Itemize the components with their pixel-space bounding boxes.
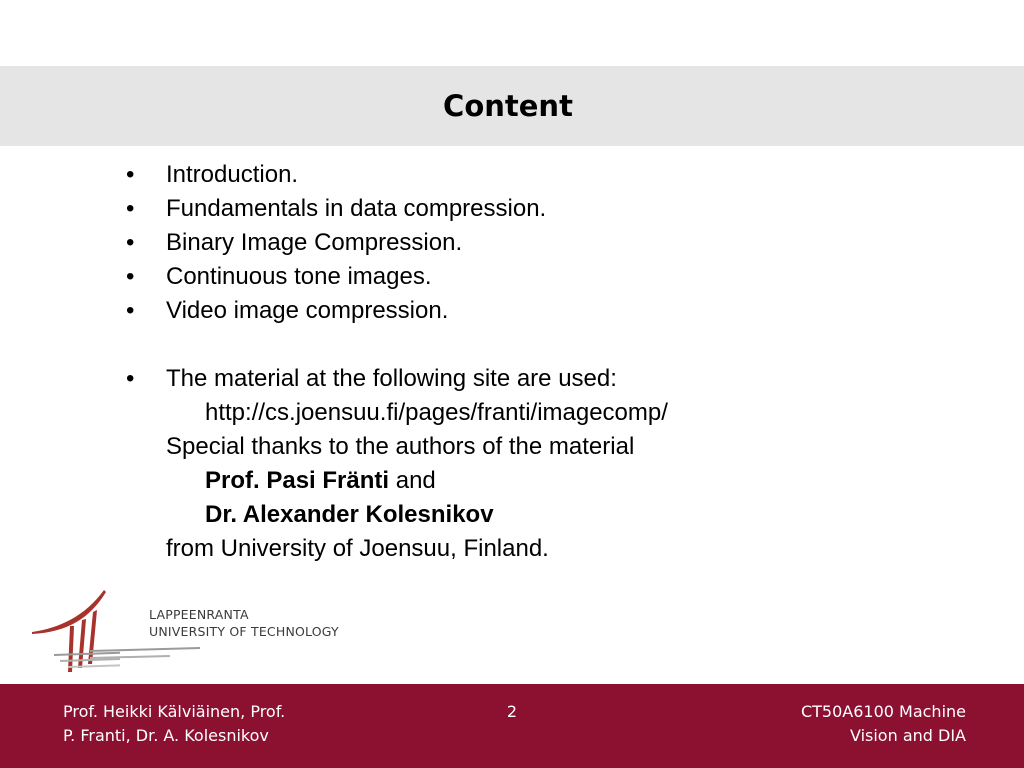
bullet-marker: • xyxy=(126,161,135,188)
university-text: from University of Joensuu, Finland. xyxy=(166,535,549,562)
material-intro: The material at the following site are used: xyxy=(166,365,617,392)
author-line-1 xyxy=(205,466,436,496)
bullet-item-binary-image: Binary Image Compression. xyxy=(166,229,463,256)
slide-title: Content xyxy=(443,89,573,123)
bullet-marker: • xyxy=(126,365,135,392)
bullet-item-video: Video image compression. xyxy=(166,297,449,324)
material-url[interactable]: http://cs.joensuu.fi/pages/franti/imagecomp/ xyxy=(205,399,668,426)
bullet-marker: • xyxy=(126,297,135,324)
footer-course-line-1: CT50A6100 Machine xyxy=(800,702,966,721)
logo-gray-lines xyxy=(90,646,230,676)
footer-authors-line-1: Prof. Heikki Kälviäinen, Prof. xyxy=(63,702,286,721)
author-franti: Prof. Pasi Fränti xyxy=(205,467,390,494)
logo-line-1: LAPPEENRANTA xyxy=(149,607,249,622)
university-logo xyxy=(30,588,340,678)
bullet-item-continuous-tone: Continuous tone images. xyxy=(166,263,432,290)
thanks-text: Special thanks to the authors of the material xyxy=(166,433,635,460)
page-number: 2 xyxy=(506,702,518,721)
logo-line-2: UNIVERSITY OF TECHNOLOGY xyxy=(149,624,339,639)
footer-authors-line-2: P. Franti, Dr. A. Kolesnikov xyxy=(63,726,269,745)
bullet-marker: • xyxy=(126,229,135,256)
footer-course xyxy=(801,700,966,748)
bullet-item-introduction: Introduction. xyxy=(166,161,299,188)
author-kolesnikov: Dr. Alexander Kolesnikov xyxy=(205,501,494,528)
bullet-marker: • xyxy=(126,195,135,222)
bullet-marker: • xyxy=(126,263,135,290)
footer-authors xyxy=(63,700,285,748)
bullet-item-fundamentals: Fundamentals in data compression. xyxy=(166,195,547,222)
footer-bar xyxy=(0,684,1024,768)
footer-course-line-2: Vision and DIA xyxy=(849,726,966,745)
and-text: and xyxy=(389,467,436,494)
